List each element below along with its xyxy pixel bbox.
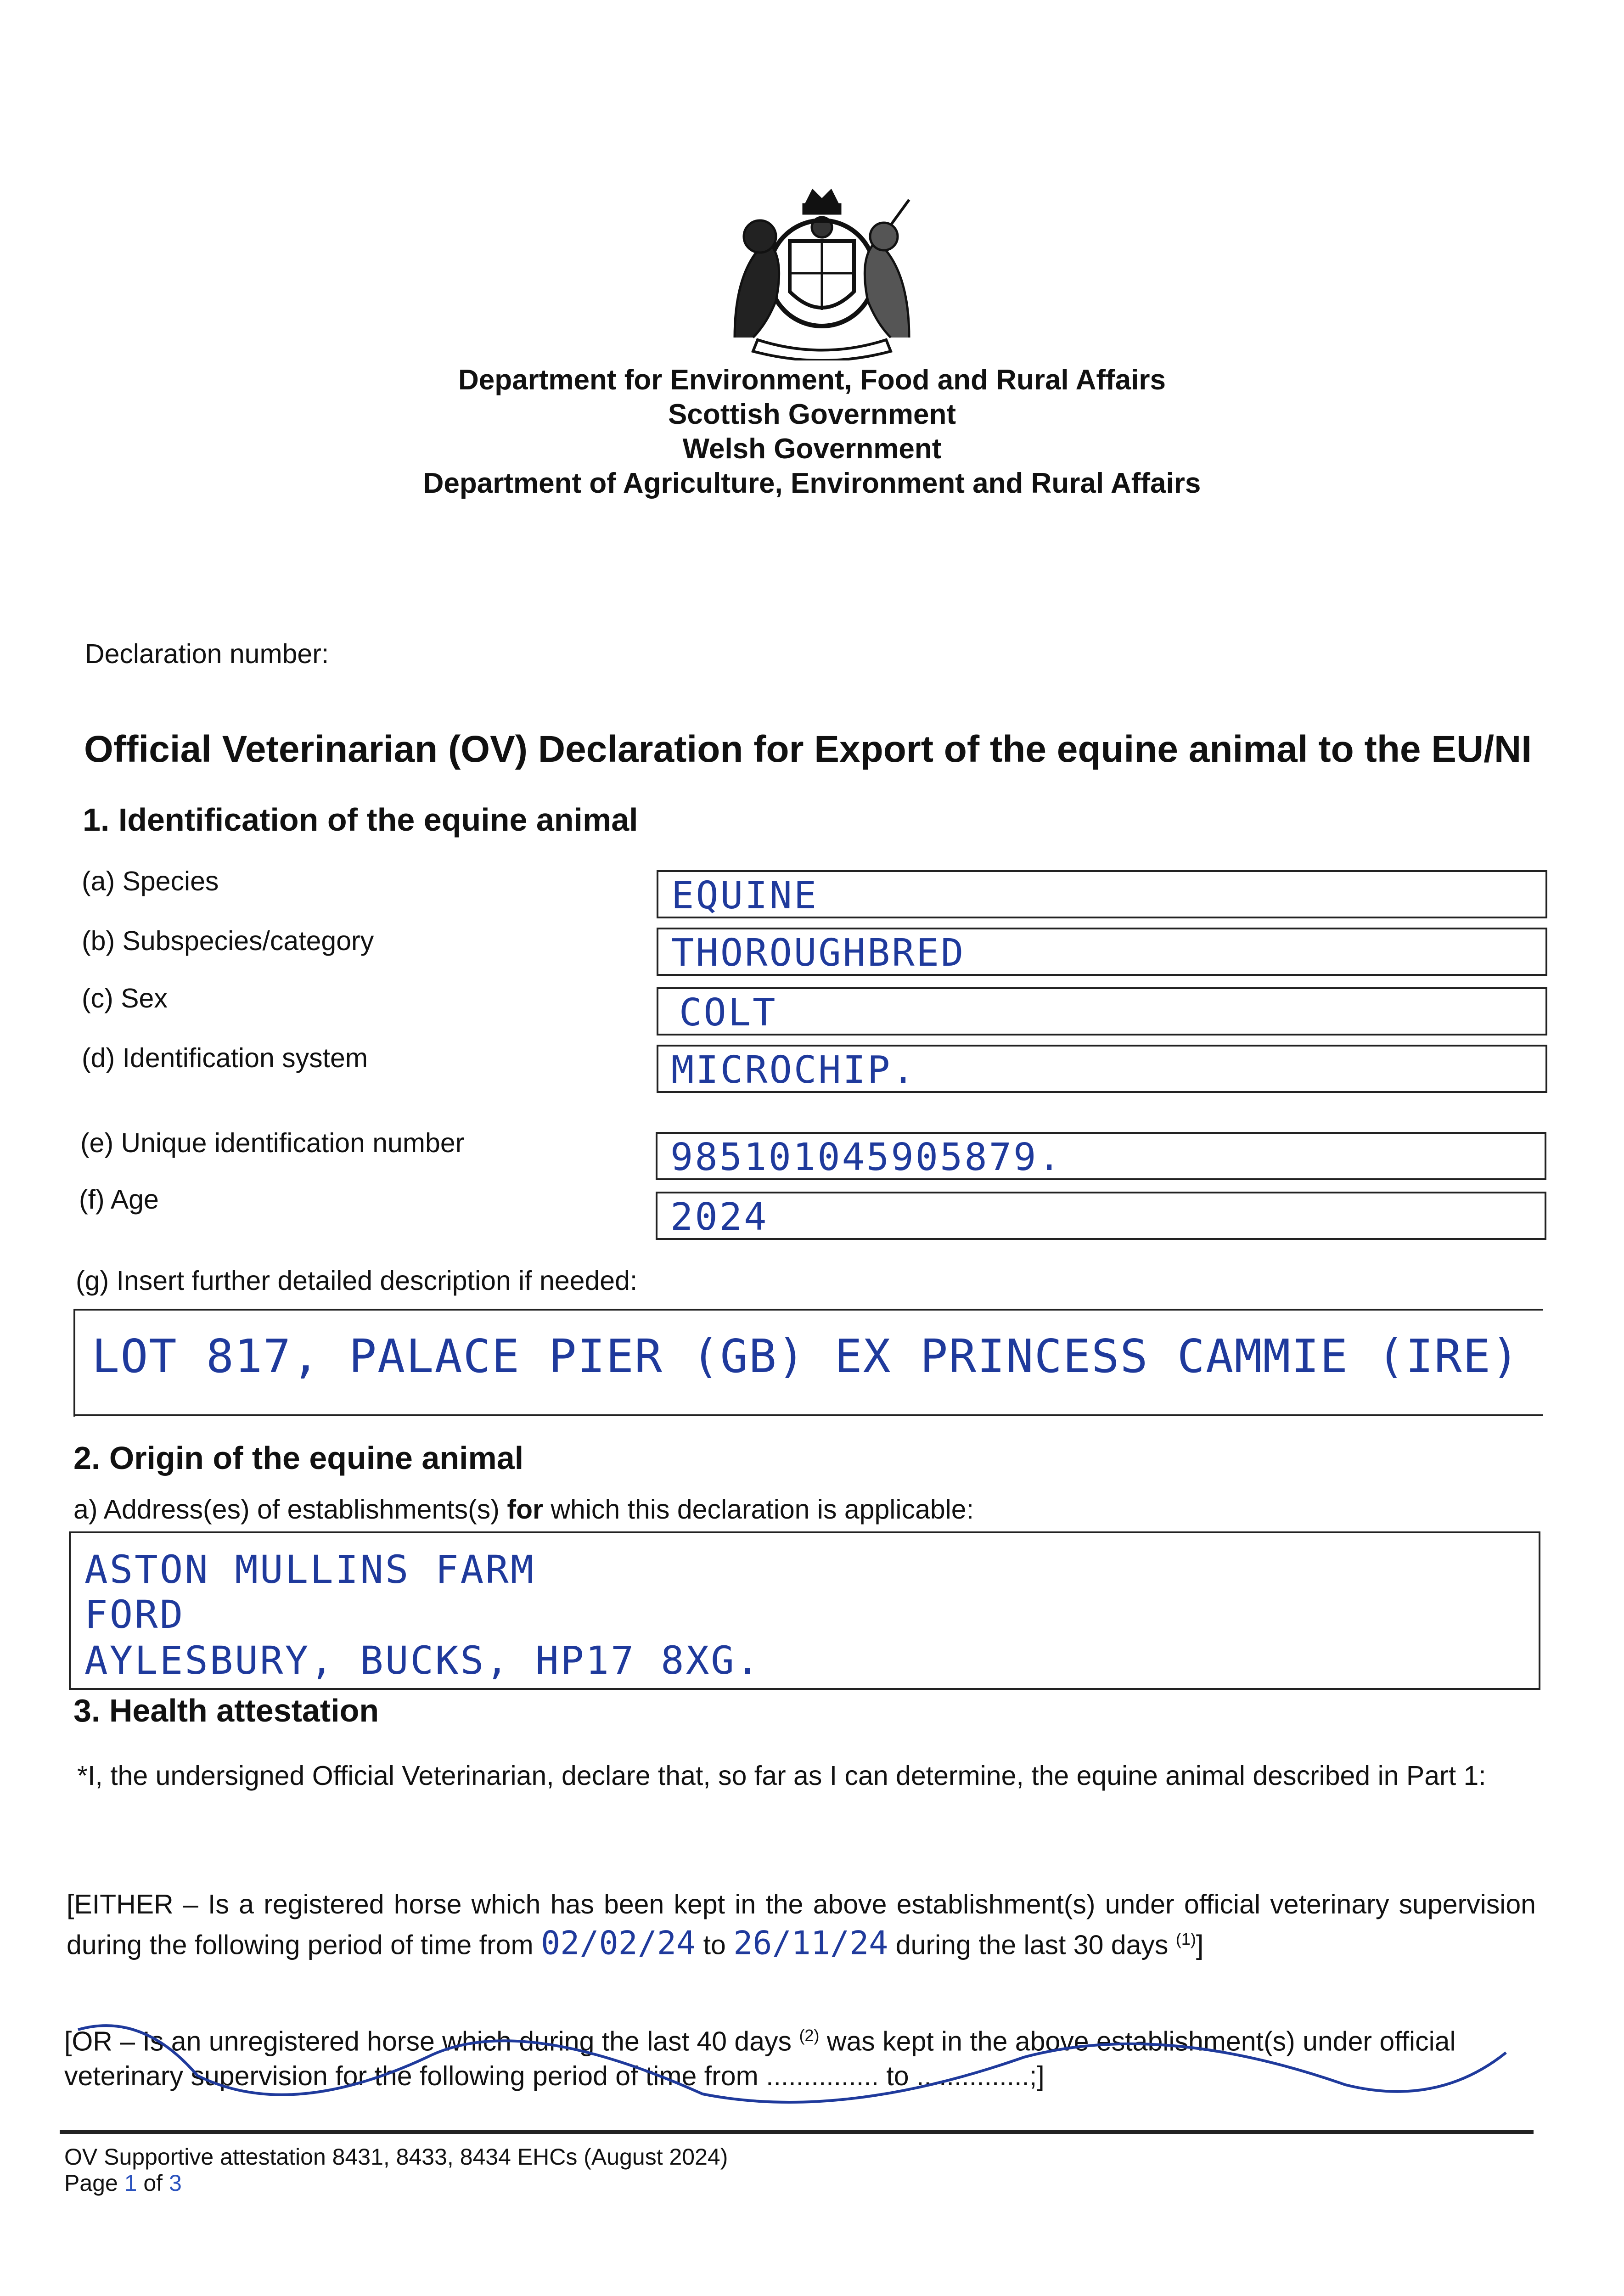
department-line: Welsh Government (682, 433, 942, 465)
royal-coat-of-arms-icon (716, 186, 927, 360)
department-line: Department for Environment, Food and Rural Affairs (458, 364, 1166, 396)
unique-id-field (656, 1132, 1546, 1180)
address-line: AYLESBURY, BUCKS, HP17 8XG. (84, 1638, 761, 1683)
section-3-heading: 3. Health attestation (73, 1693, 379, 1728)
subspecies-field (657, 928, 1547, 976)
page-indicator: Page 1 of 3 (64, 2170, 182, 2196)
identification-system-field (657, 1045, 1547, 1093)
species-label: (a) Species (82, 866, 219, 896)
page-total: 3 (169, 2170, 182, 2196)
identification-system-value: MICROCHIP. (671, 1048, 916, 1092)
footer-rule (60, 2130, 1534, 2134)
attestation-intro: *I, the undersigned Official Veterinarian, declare that, so far as I can determine, the equine animal described in Part 1: (77, 1761, 1486, 1791)
department-line: Department of Agriculture, Environment and Rural Affairs (423, 467, 1201, 499)
either-clause: [EITHER – Is a registered horse which has been kept in the above establishment(s) under official veterinary supervision during the following period of time from 02/02/24 to 26/11/24 during the last 30 days $^{(1)}$] (67, 1889, 1536, 1962)
footer-attestation: OV Supportive attestation 8431, 8433, 8434 EHCs (August 2024) (64, 2144, 728, 2170)
address-label: a) Address(es) of establishments(s) for which this declaration is applicable: (73, 1494, 974, 1525)
species-field (657, 870, 1547, 918)
further-description-label: (g) Insert further detailed description if needed: (76, 1266, 638, 1296)
sex-field (657, 987, 1547, 1035)
divider (73, 1309, 1543, 1311)
either-to-date: 26/11/24 (733, 1924, 888, 1962)
section-1-heading: 1. Identification of the equine animal (83, 802, 638, 838)
identification-system-label: (d) Identification system (82, 1043, 368, 1073)
address-line: FORD (84, 1592, 185, 1637)
further-description-value: LOT 817, PALACE PIER (GB) EX PRINCESS CAMMIE (IRE) (92, 1329, 1520, 1383)
unique-id-label: (e) Unique identification number (80, 1128, 465, 1158)
section-2-heading: 2. Origin of the equine animal (73, 1440, 524, 1476)
divider (73, 1414, 1543, 1416)
species-value: EQUINE (671, 874, 819, 917)
strikethrough-mark (60, 2002, 1529, 2122)
or-clause: [OR – Is an unregistered horse which during the last 40 days $^{(2)}$ was kept in the above establishment(s) under official veterinary supervision for the following period of time from ............... to ...............;] (64, 2026, 1456, 2091)
address-line: ASTON MULLINS FARM (84, 1547, 536, 1592)
unique-id-value: 985101045905879. (670, 1136, 1062, 1179)
subspecies-label: (b) Subspecies/category (82, 926, 374, 956)
page-number: 1 (124, 2170, 137, 2196)
either-from-date: 02/02/24 (541, 1924, 696, 1962)
sex-label: (c) Sex (82, 983, 168, 1013)
sex-value: COLT (679, 991, 777, 1035)
address-field (69, 1531, 1540, 1690)
department-line: Scottish Government (668, 399, 956, 430)
age-label: (f) Age (79, 1184, 159, 1215)
age-field (656, 1192, 1546, 1240)
age-value: 2024 (670, 1195, 769, 1239)
declaration-number-label: Declaration number: (85, 639, 329, 669)
divider (73, 1309, 75, 1417)
subspecies-value: THOROUGHBRED (671, 931, 966, 975)
page-title: Official Veterinarian (OV) Declaration for Export of the equine animal to the EU/NI (84, 728, 1532, 770)
